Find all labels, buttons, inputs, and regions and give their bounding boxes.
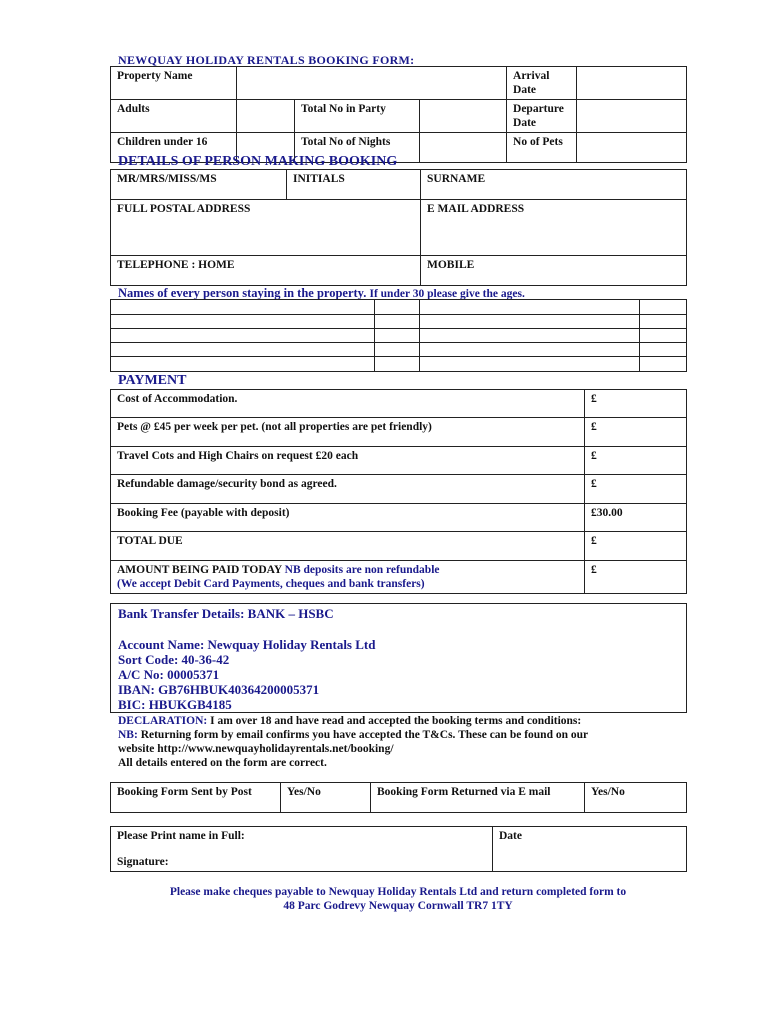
mobile-field[interactable]: MOBILE xyxy=(421,256,687,286)
amount-today-text: AMOUNT BEING PAID TODAY xyxy=(117,564,282,576)
sent-table xyxy=(110,782,687,813)
payment-table xyxy=(110,389,687,594)
adults-label: Adults xyxy=(111,100,237,133)
title-field[interactable]: MR/MRS/MISS/MS xyxy=(111,170,287,200)
guest-age-field[interactable] xyxy=(640,315,687,329)
sent-by-post-label: Booking Form Sent by Post xyxy=(111,783,281,813)
guest-name-field[interactable] xyxy=(111,343,375,357)
guest-age-field[interactable] xyxy=(375,300,420,315)
total-party-field[interactable] xyxy=(420,100,507,133)
initials-field[interactable]: INITIALS xyxy=(287,170,421,200)
payment-row-amount[interactable]: £ xyxy=(585,418,687,447)
guests-heading-text: Names of every person staying in the property. xyxy=(118,286,367,300)
surname-field[interactable]: SURNAME xyxy=(421,170,687,200)
sent-by-post-yes-no[interactable]: Yes/No xyxy=(281,783,371,813)
guest-age-field[interactable] xyxy=(375,315,420,329)
nb-label: NB: xyxy=(118,729,138,741)
property-name-field[interactable] xyxy=(237,67,507,100)
guest-name-field[interactable] xyxy=(420,300,640,315)
pets-field[interactable] xyxy=(577,133,687,163)
guest-age-field[interactable] xyxy=(640,300,687,315)
guest-age-field[interactable] xyxy=(640,357,687,372)
signature-table xyxy=(110,826,687,872)
email-field[interactable]: E MAIL ADDRESS xyxy=(421,200,687,256)
total-party-label: Total No in Party xyxy=(295,100,420,133)
departure-date-field[interactable] xyxy=(577,100,687,133)
details-correct-text: All details entered on the form are correct. xyxy=(118,757,327,769)
guest-name-field[interactable] xyxy=(111,315,375,329)
guest-age-field[interactable] xyxy=(640,343,687,357)
guest-age-field[interactable] xyxy=(375,357,420,372)
payment-row-amount[interactable]: £ xyxy=(585,390,687,418)
telephone-field[interactable]: TELEPHONE : HOME xyxy=(111,256,421,286)
payment-row-label: Booking Fee (payable with deposit) xyxy=(111,504,585,532)
footer-line-1: Please make cheques payable to Newquay Holiday Rentals Ltd and return completed form to xyxy=(169,886,627,898)
payment-row-label: Travel Cots and High Chairs on request £20 each xyxy=(111,447,585,475)
declaration-label: DECLARATION: xyxy=(118,715,208,727)
payment-row-amount[interactable]: £ xyxy=(585,532,687,561)
amount-today-field[interactable]: £ xyxy=(585,561,687,594)
date-field[interactable]: Date xyxy=(493,827,687,872)
amount-today-label xyxy=(111,561,585,594)
property-name-label: Property Name xyxy=(111,67,237,100)
total-nights-label: Total No of Nights xyxy=(295,133,420,163)
departure-date-label: Departure Date xyxy=(507,100,577,133)
returned-via-email-yes-no[interactable]: Yes/No xyxy=(585,783,687,813)
guest-age-field[interactable] xyxy=(375,329,420,343)
guest-name-field[interactable] xyxy=(420,315,640,329)
total-nights-field[interactable] xyxy=(420,133,507,163)
form-title: NEWQUAY HOLIDAY RENTALS BOOKING FORM: xyxy=(118,53,415,67)
accept-note-text: (We accept Debit Card Payments, cheques and bank transfers) xyxy=(117,578,425,590)
arrival-date-field[interactable] xyxy=(577,67,687,100)
payment-row-amount[interactable]: £ xyxy=(585,447,687,475)
nb-deposits-text: NB deposits are non refundable xyxy=(284,564,440,576)
guest-name-field[interactable] xyxy=(111,329,375,343)
guests-heading-note: If under 30 please give the ages. xyxy=(369,288,525,300)
print-name-label: Please Print name in Full: xyxy=(117,830,245,842)
account-name: Account Name: Newquay Holiday Rentals Ltd xyxy=(118,637,376,652)
guest-age-field[interactable] xyxy=(640,329,687,343)
iban: IBAN: GB76HBUK40364200005371 xyxy=(118,682,320,697)
guest-name-field[interactable] xyxy=(420,357,640,372)
arrival-date-label: Arrival Date xyxy=(507,67,577,100)
children-label: Children under 16 xyxy=(111,133,237,163)
declaration-text: I am over 18 and have read and accepted the booking terms and conditions: xyxy=(210,715,582,727)
bank-title: Bank Transfer Details: BANK – HSBC xyxy=(118,606,334,621)
footer-line-2: 48 Parc Godrevy Newquay Cornwall TR7 1TY xyxy=(283,900,513,912)
declaration xyxy=(118,714,688,770)
website-text: website http://www.newquayholidayrentals.net/booking/ xyxy=(118,743,394,755)
person-table xyxy=(110,169,687,286)
payment-row-label: Pets @ £45 per week per pet. (not all properties are pet friendly) xyxy=(111,418,585,447)
footer xyxy=(110,885,686,913)
payment-row-label: TOTAL DUE xyxy=(111,532,585,561)
guest-age-field[interactable] xyxy=(375,343,420,357)
signature-label: Signature: xyxy=(117,856,169,868)
pets-label: No of Pets xyxy=(507,133,577,163)
booking-table xyxy=(110,66,687,163)
guests-table xyxy=(110,299,687,372)
bic: BIC: HBUKGB4185 xyxy=(118,697,232,712)
print-name-field[interactable] xyxy=(111,827,493,872)
sort-code: Sort Code: 40-36-42 xyxy=(118,652,230,667)
guest-name-field[interactable] xyxy=(111,300,375,315)
adults-field[interactable] xyxy=(237,100,295,133)
guest-name-field[interactable] xyxy=(420,343,640,357)
payment-row-label: Cost of Accommodation. xyxy=(111,390,585,418)
payment-row-label: Refundable damage/security bond as agreed. xyxy=(111,475,585,504)
person-heading: DETAILS OF PERSON MAKING BOOKING xyxy=(118,154,398,169)
nb-text: Returning form by email confirms you have accepted the T&Cs. These can be found on our xyxy=(140,729,589,741)
payment-row-amount[interactable]: £30.00 xyxy=(585,504,687,532)
address-field[interactable]: FULL POSTAL ADDRESS xyxy=(111,200,421,256)
guest-name-field[interactable] xyxy=(111,357,375,372)
account-number: A/C No: 00005371 xyxy=(118,667,220,682)
payment-heading: PAYMENT xyxy=(118,373,187,388)
payment-row-amount[interactable]: £ xyxy=(585,475,687,504)
guest-name-field[interactable] xyxy=(420,329,640,343)
returned-via-email-label: Booking Form Returned via E mail xyxy=(371,783,585,813)
bank-details-box xyxy=(110,603,687,713)
